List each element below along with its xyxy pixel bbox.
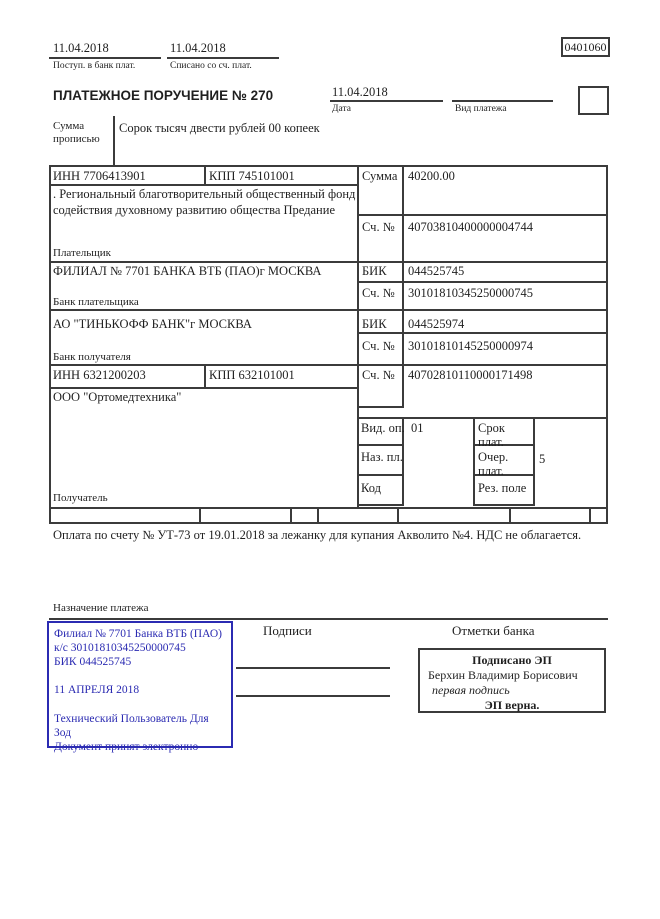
details-row-line xyxy=(357,474,404,476)
date-underline xyxy=(330,100,443,102)
order-value: 5 xyxy=(539,452,546,466)
amount-words-value: Сорок тысяч двести рублей 00 копеек xyxy=(119,121,320,135)
row-line xyxy=(357,332,608,334)
payment-type-label: Вид платежа xyxy=(455,104,507,114)
bank-stamp xyxy=(47,621,233,753)
details-divider xyxy=(473,417,475,506)
payer-name: . Региональный благотворительный общественный фонд содействия духовному развитию общества Предание xyxy=(53,187,356,217)
payer-bank-account-label: Сч. № xyxy=(362,286,395,300)
payee-kpp: КПП 632101001 xyxy=(209,368,295,382)
stamp-date: 11 АПРЕЛЯ 2018 xyxy=(54,684,140,696)
amount-words-label: Сумма прописью xyxy=(53,120,100,145)
payer-bank-bik: 044525745 xyxy=(408,264,465,278)
stamp-bik: БИК 044525745 xyxy=(54,656,132,668)
details-divider xyxy=(533,417,535,506)
op-type-value: 01 xyxy=(411,421,424,435)
table-border-top xyxy=(49,165,608,167)
received-date-underline xyxy=(49,57,161,59)
stamp-bank-name: Филиал № 7701 Банка ВТБ (ПАО) xyxy=(54,628,222,640)
stamp-corr-account: к/с 30101810345250000745 xyxy=(54,642,186,654)
row-line xyxy=(357,281,608,283)
esignature-box xyxy=(418,648,606,713)
date-label: Дата xyxy=(332,104,351,114)
row-line xyxy=(357,406,404,408)
payee-bank-account: 30101810145250000974 xyxy=(408,339,533,353)
purpose-code-label: Наз. пл. xyxy=(361,450,403,464)
payer-bank-name: ФИЛИАЛ № 7701 БАНКА ВТБ (ПАО)г МОСКВА xyxy=(53,264,322,278)
esignature-verified: ЭП верна. xyxy=(484,698,540,712)
table-border-right xyxy=(606,165,608,524)
row-line xyxy=(357,214,608,216)
debited-date-underline xyxy=(167,57,279,59)
sum-value: 40200.00 xyxy=(408,169,455,183)
details-row-line xyxy=(357,504,404,506)
table-border-bottom xyxy=(49,522,608,524)
payer-section-label: Плательщик xyxy=(53,247,111,259)
payee-bank-section-label: Банк получателя xyxy=(53,351,131,363)
stamp-user: Технический Пользователь Для Зод xyxy=(54,713,209,739)
payment-type-box xyxy=(578,86,609,115)
payee-bank-bik: 044525974 xyxy=(408,317,465,331)
payer-bank-account: 30101810345250000745 xyxy=(408,286,533,300)
document-date: 11.04.2018 xyxy=(332,85,388,99)
payer-account: 40703810400000004744 xyxy=(408,220,533,234)
details-row-line xyxy=(357,444,404,446)
document-title: ПЛАТЕЖНОЕ ПОРУЧЕНИЕ № 270 xyxy=(53,88,274,103)
payer-account-label: Сч. № xyxy=(362,220,395,234)
esignature-title: Подписано ЭП xyxy=(472,653,552,667)
payer-inn: ИНН 7706413901 xyxy=(53,169,146,183)
inn-kpp-divider-payer xyxy=(204,165,206,184)
esignature-kind: первая подпись xyxy=(432,683,510,697)
reserve-label: Рез. поле xyxy=(478,481,527,495)
term-label: Срок плат. xyxy=(478,421,505,449)
purpose-text: Оплата по счету № УТ-73 от 19.01.2018 за лежанку для купания Акволито №4. НДС не облагается. xyxy=(53,528,582,542)
details-row-line xyxy=(473,504,535,506)
payer-bank-section-label: Банк плательщика xyxy=(53,296,139,308)
table-border-left xyxy=(49,165,51,524)
code-label: Код xyxy=(361,481,381,495)
amount-words-divider xyxy=(113,116,115,165)
payee-bank-bik-label: БИК xyxy=(362,317,387,331)
debited-date-label: Списано со сч. плат. xyxy=(170,61,252,71)
section-line-payer-bank xyxy=(49,309,608,311)
signatures-label: Подписи xyxy=(263,623,312,638)
sum-label: Сумма xyxy=(362,169,398,183)
row-line xyxy=(49,387,357,389)
received-date-label: Поступ. в банк плат. xyxy=(53,61,136,71)
stamp-note: Документ принят электронно xyxy=(54,741,199,753)
payment-type-underline xyxy=(452,100,553,102)
payee-bank-name: АО "ТИНЬКОФФ БАНК"г МОСКВА xyxy=(53,317,252,331)
row-line xyxy=(49,184,357,186)
signature-line-1 xyxy=(236,667,390,669)
purpose-section-label: Назначение платежа xyxy=(53,602,149,614)
payee-name: ООО "Ортомедтехника" xyxy=(53,390,182,404)
order-label: Очер. плат. xyxy=(478,450,509,478)
esignature-signer: Берхин Владимир Борисович xyxy=(428,668,578,682)
section-line-payer xyxy=(49,261,608,263)
payee-section-label: Получатель xyxy=(53,492,108,504)
purpose-underline xyxy=(49,618,608,620)
inn-kpp-divider-payee xyxy=(204,364,206,387)
payer-kpp: КПП 745101001 xyxy=(209,169,295,183)
payee-account-label: Сч. № xyxy=(362,368,395,382)
payer-bank-bik-label: БИК xyxy=(362,264,387,278)
label-column-right-line xyxy=(402,165,404,406)
payee-inn: ИНН 6321200203 xyxy=(53,368,146,382)
signature-line-2 xyxy=(236,695,390,697)
bank-marks-label: Отметки банка xyxy=(452,623,535,638)
received-date: 11.04.2018 xyxy=(53,41,109,55)
form-code-box: 0401060 xyxy=(561,37,610,57)
details-top-line xyxy=(357,417,608,419)
payee-underline xyxy=(49,507,608,509)
section-line-payee-bank xyxy=(49,364,608,366)
payee-bank-account-label: Сч. № xyxy=(362,339,395,353)
op-type-label: Вид. оп. xyxy=(361,421,405,435)
payee-account: 40702810110000171498 xyxy=(408,368,533,382)
debited-date: 11.04.2018 xyxy=(170,41,226,55)
